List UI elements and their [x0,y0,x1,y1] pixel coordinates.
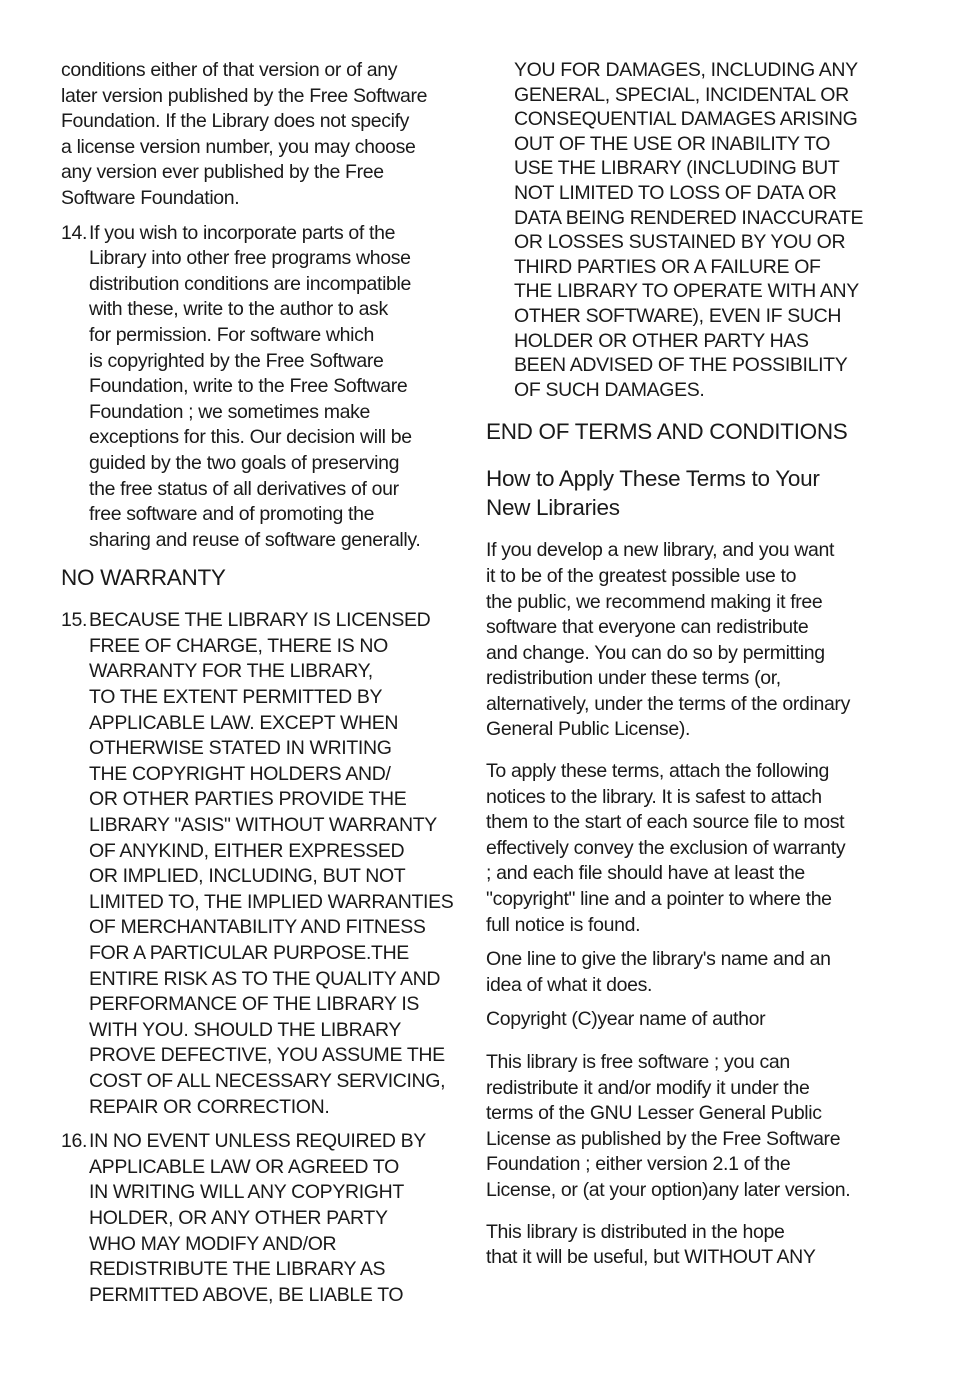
text-line: CONSEQUENTIAL DAMAGES ARISING [514,108,858,131]
text-line: ENTIRE RISK AS TO THE QUALITY AND [89,967,441,990]
text-line: APPLICABLE LAW OR AGREED TO [89,1155,399,1178]
list-item-15 [61,608,454,1120]
item-body [89,608,453,1120]
text-line: Foundation ; we sometimes make [89,400,371,423]
text-line: APPLICABLE LAW. EXCEPT WHEN [89,711,399,734]
paragraph-free-software [486,1050,870,1204]
heading-no-warranty: NO WARRANTY [61,565,226,591]
text-line: it to be of the greatest possible use to [486,564,797,587]
text-line: This library is distributed in the hope [486,1220,785,1243]
text-line: and change. You can do so by permitting [486,641,825,664]
text-line: THIRD PARTIES OR A FAILURE OF [514,255,821,278]
text-line: Foundation. If the Library does not specify [61,110,410,133]
text-line: conditions either of that version or of any [61,59,398,81]
text-line: HOLDER OR OTHER PARTY HAS [514,329,809,352]
text-line: OF SUCH DAMAGES. [514,378,705,401]
text-line: free software and of promoting the [89,503,375,526]
paragraph-distributed-hope [486,1220,870,1271]
text-line: License as published by the Free Software [486,1127,841,1150]
text-line: guided by the two goals of preserving [89,451,400,474]
text-line: One line to give the library's name and an [486,948,831,971]
text-line: THE COPYRIGHT HOLDERS AND/ [89,762,391,785]
list-item-14 [61,221,445,554]
text-line: TO THE EXTENT PERMITTED BY [89,686,383,709]
text-line: that it will be useful, but WITHOUT ANY [486,1246,816,1269]
text-line: exceptions for this. Our decision will be [89,426,412,449]
text-line: Foundation, write to the Free Software [89,375,408,398]
text-line: FREE OF CHARGE, THERE IS NO [89,634,388,657]
text-line: YOU FOR DAMAGES, INCLUDING ANY [514,59,858,81]
text-line: OR IMPLIED, INCLUDING, BUT NOT [89,865,406,888]
text-line: them to the start of each source file to most [486,811,845,834]
heading-how-to-apply [486,464,870,522]
text-line: OF MERCHANTABILITY AND FITNESS [89,916,426,939]
text-line: DATA BEING RENDERED INACCURATE [514,206,864,229]
text-line: redistribute it and/or modify it under the [486,1076,810,1099]
heading-line: New Libraries [486,495,620,521]
text-line: PERMITTED ABOVE, BE LIABLE TO [89,1283,404,1306]
text-line: GENERAL, SPECIAL, INCIDENTAL OR [514,83,849,106]
text-line: OUT OF THE USE OR INABILITY TO [514,132,831,155]
text-line: BEEN ADVISED OF THE POSSIBILITY [514,354,848,377]
text-line: terms of the GNU Lesser General Public [486,1102,822,1125]
item-body [89,1129,445,1308]
item-number: 15. [61,609,88,632]
text-line: redistribution under these terms (or, [486,667,781,690]
text-line: the free status of all derivatives of our [89,477,399,500]
text-line: "copyright" line and a pointer to where the [486,888,832,911]
list-item-16 [61,1129,445,1308]
text-line: NOT LIMITED TO LOSS OF DATA OR [514,181,837,204]
text-line: effectively convey the exclusion of warranty [486,836,846,859]
text-line: with these, write to the author to ask [89,298,388,321]
text-line: sharing and reuse of software generally. [89,528,421,551]
text-line: WARRANTY FOR THE LIBRARY, [89,660,373,683]
text-line: later version published by the Free Software [61,84,428,107]
item-number: 14. [61,221,88,244]
text-line: any version ever published by the Free [61,161,384,184]
text-line: full notice is found. [486,913,641,936]
text-line: alternatively, under the terms of the ordinary [486,692,850,715]
text-line: General Public License). [486,718,691,741]
text-line: License, or (at your option)any later version. [486,1178,851,1201]
text-line: OTHER SOFTWARE), EVEN IF SUCH [514,304,842,327]
text-line: Foundation ; either version 2.1 of the [486,1153,791,1176]
text-line: a license version number, you may choose [61,135,416,158]
text-line: for permission. For software which [89,323,375,346]
text-line: Copyright (C)year name of author [486,1008,766,1031]
text-line: WHO MAY MODIFY AND/OR [89,1232,337,1255]
item-body [89,221,445,554]
text-line: PROVE DEFECTIVE, YOU ASSUME THE [89,1044,445,1067]
text-line: REPAIR OR CORRECTION. [89,1095,330,1118]
text-line: notices to the library. It is safest to attach [486,785,822,808]
text-line: This library is free software ; you can [486,1051,790,1073]
text-line: ; and each file should have at least the [486,862,805,885]
text-line: Software Foundation. [61,186,240,209]
paragraph-copyright [486,1007,870,1033]
text-line: To apply these terms, attach the following [486,760,829,783]
text-line: USE THE LIBRARY (INCLUDING BUT [514,157,840,180]
text-line: LIMITED TO, THE IMPLIED WARRANTIES [89,890,454,913]
text-line: WITH YOU. SHOULD THE LIBRARY [89,1018,402,1041]
text-line: OR OTHER PARTIES PROVIDE THE [89,788,407,811]
text-line: COST OF ALL NECESSARY SERVICING, [89,1069,446,1092]
item-16-continued [514,58,870,402]
text-line: OR LOSSES SUSTAINED BY YOU OR [514,231,846,254]
paragraph-apply-terms [486,759,870,938]
text-line: IN WRITING WILL ANY COPYRIGHT [89,1181,404,1204]
text-line: the public, we recommend making it free [486,590,823,613]
left-column [61,58,454,1317]
text-line: REDISTRIBUTE THE LIBRARY AS [89,1258,386,1281]
text-line: FOR A PARTICULAR PURPOSE.THE [89,942,409,964]
text-line: THE LIBRARY TO OPERATE WITH ANY [514,280,859,303]
text-line: LIBRARY "ASIS" WITHOUT WARRANTY [89,814,437,837]
text-line: HOLDER, OR ANY OTHER PARTY [89,1206,388,1229]
text-line: If you wish to incorporate parts of the [89,221,396,244]
text-line: IN NO EVENT UNLESS REQUIRED BY [89,1130,426,1153]
text-line: If you develop a new library, and you want [486,539,835,562]
paragraph-library-name [486,947,870,998]
heading-line: How to Apply These Terms to Your [486,466,820,492]
text-line: OF ANYKIND, EITHER EXPRESSED [89,839,405,862]
text-line: idea of what it does. [486,973,653,996]
item-number: 16. [61,1130,88,1153]
intro-paragraph [61,58,445,212]
text-line: OTHERWISE STATED IN WRITING [89,737,392,760]
text-line: BECAUSE THE LIBRARY IS LICENSED [89,609,431,632]
text-line: is copyrighted by the Free Software [89,349,384,372]
right-column [486,58,870,1280]
heading-end-of-terms: END OF TERMS AND CONDITIONS [486,419,848,445]
text-line: PERFORMANCE OF THE LIBRARY IS [89,993,420,1016]
paragraph-develop-library [486,538,870,743]
text-line: software that everyone can redistribute [486,616,809,639]
text-line: distribution conditions are incompatible [89,272,412,295]
text-line: Library into other free programs whose [89,247,411,270]
